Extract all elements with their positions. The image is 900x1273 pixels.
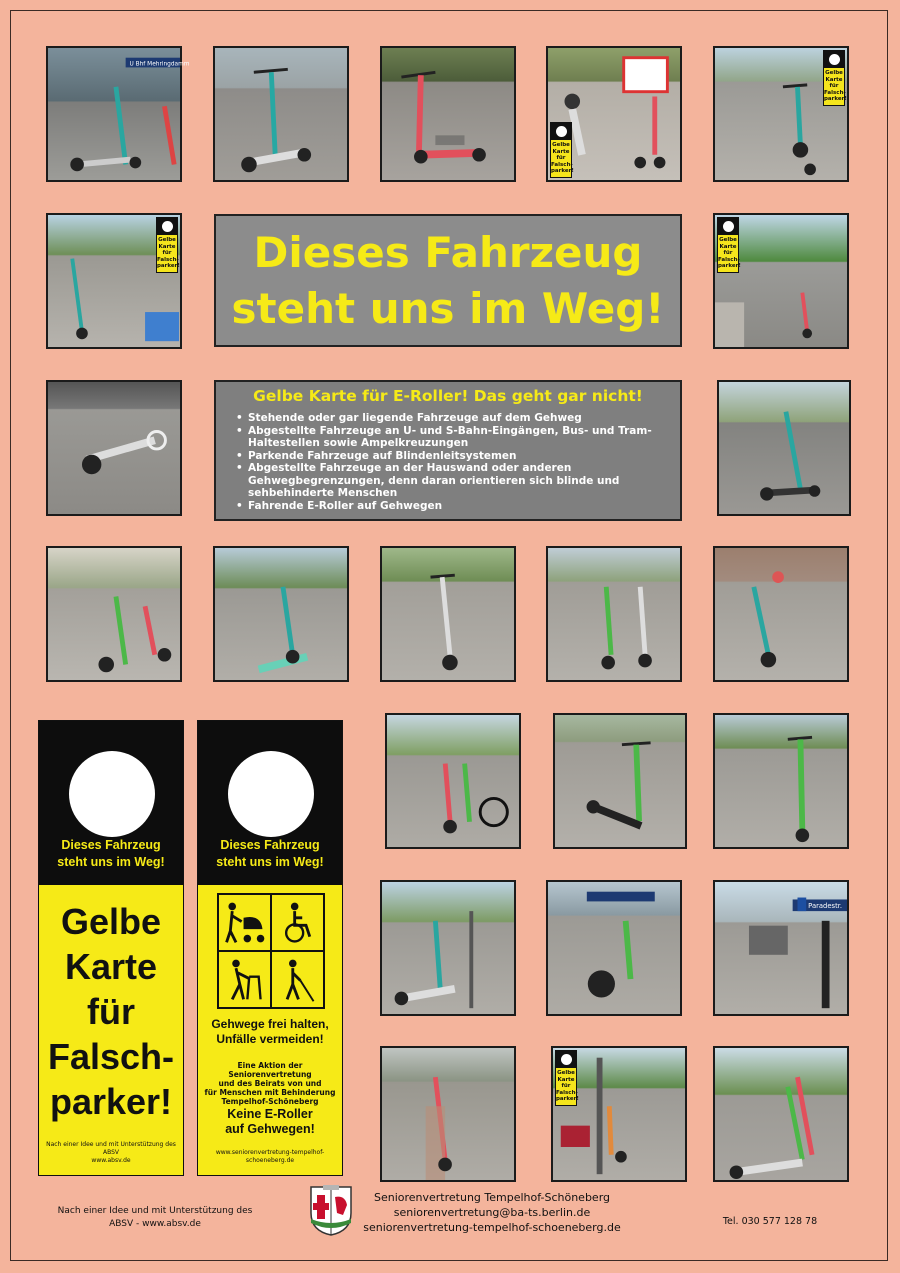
footer-email[interactable]: seniorenvertretung@ba-ts.berlin.de <box>393 1206 591 1219</box>
scooter-photo <box>46 46 190 182</box>
headline-text: Dieses Fahrzeug steht uns im Weg! <box>231 227 665 333</box>
rule-item: • Fahrende E-Roller auf Gehwegen <box>238 500 670 513</box>
card-campaign-text: Eine Aktion der Seniorenvertretung und des Beirats von und für Menschen mit Behinderung Tempelhof-Schöneberg <box>204 1061 336 1106</box>
rules-list <box>226 412 670 512</box>
rule-item: • Abgestellte Fahrzeuge an der Hauswand oder anderen Gehwegbegrenzungen, denn daran orientieren sich blinde und sehbehinderte Menschen <box>238 462 670 500</box>
card-subtitle: Dieses Fahrzeug steht uns im Weg! <box>57 838 165 869</box>
rule-item: • Stehende oder gar liegende Fahrzeuge auf dem Gehweg <box>238 412 670 425</box>
card-header <box>39 721 183 885</box>
scooter-photo <box>380 1046 516 1182</box>
card-body <box>198 885 342 1175</box>
scooter-photo <box>380 880 516 1016</box>
scooter-photo <box>380 46 516 182</box>
card-subtitle: Dieses Fahrzeug steht uns im Weg! <box>216 838 324 869</box>
scooter-photo <box>213 46 349 182</box>
footer-website[interactable]: seniorenvertretung-tempelhof-schoeneberg.de <box>363 1221 621 1234</box>
mini-card-text: Gelbe Karte für Falsch- parker! <box>556 1070 579 1102</box>
card-body <box>39 885 183 1175</box>
rules-title: Gelbe Karte für E-Roller! Das geht gar nicht! <box>253 387 643 405</box>
footer-org: Seniorenvertretung Tempelhof-Schöneberg <box>373 1191 611 1204</box>
yellow-card-tag <box>555 1050 577 1106</box>
mini-card-text: Gelbe Karte für Falsch- parker! <box>824 70 847 102</box>
scooter-photo <box>713 46 849 182</box>
scooter-photo <box>546 546 682 682</box>
scooter-photo <box>551 1046 687 1182</box>
street-sign: Paradestr. <box>808 902 843 911</box>
card-motto: Gehwege frei halten, Unfälle vermeiden! <box>211 1017 329 1046</box>
scooter-photo <box>46 380 182 516</box>
mini-card-text: Gelbe Karte für Falsch- parker! <box>551 142 574 174</box>
card-url: www.seniorenvertretung-tempelhof-schoeneberg.de <box>215 1149 325 1164</box>
scooter-photo <box>553 713 687 849</box>
card-header <box>198 721 342 885</box>
station-sign: U Bhf Mehringdamm <box>129 61 190 68</box>
yellow-card-tag <box>717 217 739 273</box>
scooter-photo <box>546 46 682 182</box>
card-big-text: Gelbe Karte für Falsch- parker! <box>47 901 175 1122</box>
card-no-scooters: Keine E-Roller auf Gehwegen! <box>225 1107 315 1136</box>
scooter-photo <box>713 546 849 682</box>
scooter-photo <box>717 380 851 516</box>
footer-contact <box>362 1190 622 1235</box>
mini-card-text: Gelbe Karte für Falsch- parker! <box>718 237 741 269</box>
footer-phone: Tel. 030 577 128 78 <box>722 1216 818 1227</box>
hanger-hole <box>228 751 314 837</box>
yellow-card-tag <box>550 122 572 178</box>
pictogram-grid <box>217 893 325 1009</box>
scooter-photo <box>385 713 521 849</box>
card-note: Nach einer Idee und mit Unterstützung des ABSV www.absv.de <box>46 1141 176 1164</box>
hanger-hole <box>69 751 155 837</box>
yellow-card-front <box>38 720 184 1176</box>
yellow-card-tag <box>156 217 178 273</box>
yellow-card-back <box>197 720 343 1176</box>
walker-icon <box>218 951 271 1008</box>
mini-card-text: Gelbe Karte für Falsch- parker! <box>157 237 180 269</box>
coat-of-arms-icon <box>309 1185 353 1237</box>
yellow-card-tag <box>823 50 845 106</box>
rule-item: • Abgestellte Fahrzeuge an U- und S-Bahn-Eingängen, Bus- und Tram-Haltestellen sowie Ampelkreuzungen <box>238 425 670 450</box>
scooter-photo <box>380 546 516 682</box>
blind-person-icon <box>271 951 324 1008</box>
scooter-photo <box>546 880 682 1016</box>
scooter-photo <box>213 546 349 682</box>
scooter-photo <box>713 1046 849 1182</box>
scooter-photo <box>46 546 182 682</box>
scooter-photo <box>46 213 182 349</box>
stroller-icon <box>218 894 271 951</box>
scooter-photo <box>713 880 849 1016</box>
wheelchair-icon <box>271 894 324 951</box>
rules-box <box>214 380 682 521</box>
rule-item: • Parkende Fahrzeuge auf Blindenleitsystemen <box>238 450 670 463</box>
scooter-photo <box>713 713 849 849</box>
headline-box <box>214 214 682 347</box>
footer-credit: Nach einer Idee und mit Unterstützung des ABSV - www.absv.de <box>57 1206 253 1229</box>
scooter-photo <box>713 213 849 349</box>
